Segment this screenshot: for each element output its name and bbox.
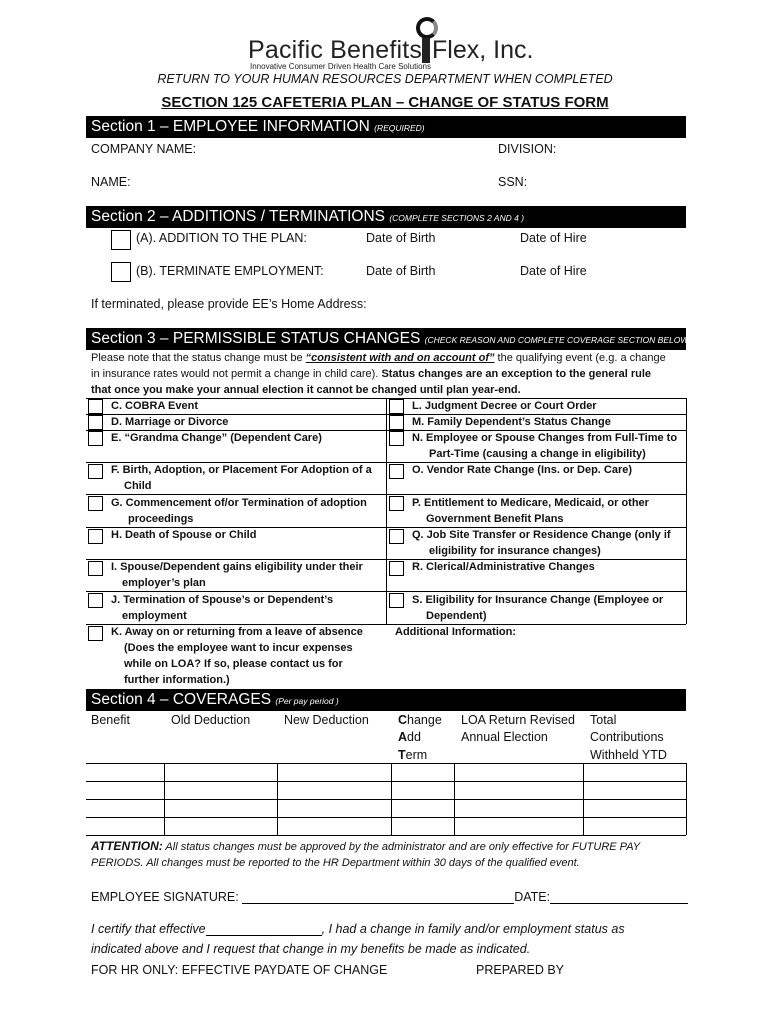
grid-line [277, 763, 278, 835]
grid-line [454, 763, 455, 835]
grid-line [86, 763, 686, 764]
section3-header [86, 328, 692, 350]
name-label: NAME: [91, 175, 131, 189]
reason-c-checkbox[interactable] [88, 399, 103, 414]
reason-s-label: S. Eligibility for Insurance Change (Employee or [412, 594, 664, 606]
reason-e-checkbox[interactable] [88, 431, 103, 446]
reason-r-label: R. Clerical/Administrative Changes [412, 561, 595, 573]
terminate-dob-label: Date of Birth [366, 264, 436, 278]
grid-line [86, 494, 686, 495]
grid-line [686, 763, 687, 835]
grid-line [583, 763, 584, 835]
terminate-label: (B). TERMINATE EMPLOYMENT: [136, 264, 324, 278]
reason-i-label-cont: employer’s plan [122, 577, 206, 589]
grid-line [86, 591, 686, 592]
col-loa-1: LOA Return Revised [461, 713, 575, 727]
division-label: DIVISION: [498, 142, 557, 156]
section1-note: (REQUIRED) [374, 123, 425, 133]
grid-line [86, 430, 686, 431]
section1-header [86, 116, 686, 138]
reason-i-checkbox[interactable] [88, 561, 103, 576]
grid-line [86, 799, 686, 800]
return-instruction: RETURN TO YOUR HUMAN RESOURCES DEPARTMENT WHEN COMPLETED [157, 72, 613, 86]
reason-h-checkbox[interactable] [88, 529, 103, 544]
reason-k-label-cont2: while on LOA? If so, please contact us for [124, 658, 343, 670]
intro-line-3: that once you make your annual election it cannot be changed until plan year-end. [91, 384, 521, 396]
signature-field[interactable] [242, 891, 514, 904]
reason-k-checkbox[interactable] [88, 626, 103, 641]
grid-line [86, 624, 686, 625]
section2-note: (COMPLETE SECTIONS 2 AND 4 ) [389, 213, 525, 223]
reason-l-checkbox[interactable] [389, 399, 404, 414]
reason-p-label-cont: Government Benefit Plans [426, 513, 564, 525]
reason-k-label-cont3: further information.) [124, 674, 230, 686]
col-benefit: Benefit [91, 713, 130, 727]
col-total-2: Contributions [590, 730, 664, 744]
grid-line [86, 527, 686, 528]
grid-line [686, 398, 687, 624]
reason-o-label: O. Vendor Rate Change (Ins. or Dep. Care) [412, 464, 633, 476]
reason-l-label: L. Judgment Decree or Court Order [412, 400, 597, 412]
reason-j-label-cont: employment [122, 610, 187, 622]
additional-info-label: Additional Information: [395, 626, 516, 638]
addition-label: (A). ADDITION TO THE PLAN: [136, 231, 307, 245]
reason-k-label-cont1: (Does the employee want to incur expenses [124, 642, 353, 654]
logo-tagline: Innovative Consumer Driven Health Care Solutions [250, 62, 431, 71]
reason-q-label-cont: eligibility for insurance changes) [429, 545, 601, 557]
grid-line [86, 835, 686, 836]
grid-line [86, 414, 686, 415]
reason-s-checkbox[interactable] [389, 593, 404, 608]
reason-p-checkbox[interactable] [389, 496, 404, 511]
col-total-1: Total [590, 713, 617, 727]
col-term: Term [398, 748, 428, 762]
reason-m-checkbox[interactable] [389, 415, 404, 430]
addition-checkbox[interactable] [111, 230, 131, 250]
section4-title: Section 4 – COVERAGES [91, 691, 272, 708]
reason-n-label: N. Employee or Spouse Changes from Full-Time to [412, 432, 678, 444]
date-field[interactable] [550, 891, 688, 904]
reason-d-checkbox[interactable] [88, 415, 103, 430]
terminate-checkbox[interactable] [111, 262, 131, 282]
attention-line-2: PERIODS. All changes must be reported to the HR Department within 30 days of the qualified event. [91, 857, 580, 869]
reason-o-checkbox[interactable] [389, 464, 404, 479]
reason-h-label: H. Death of Spouse or Child [111, 529, 257, 541]
effective-date-field[interactable] [206, 923, 322, 936]
section2-header [86, 206, 686, 228]
certify-line-1: I certify that effective , I had a change in family and/or employment status as [91, 922, 625, 936]
company-logo [248, 14, 548, 70]
date-label: DATE: [514, 890, 551, 904]
signature-label: EMPLOYEE SIGNATURE: [91, 890, 243, 904]
reason-e-label: E. “Grandma Change” (Dependent Care) [111, 432, 322, 444]
addition-doh-label: Date of Hire [520, 231, 587, 245]
section3-title: Section 3 – PERMISSIBLE STATUS CHANGES [91, 330, 421, 347]
reason-f-label-cont: Child [124, 480, 152, 492]
section4-header [86, 689, 686, 711]
logo-bar-icon [422, 38, 430, 63]
grid-line [86, 781, 686, 782]
col-change: Change [398, 713, 442, 727]
section3-note: (CHECK REASON AND COMPLETE COVERAGE SECTION BELOW) [424, 335, 692, 345]
section4-note: (Per pay period ) [275, 696, 339, 706]
certify-line-2: indicated above and I request that change in my benefits be made as indicated. [91, 942, 531, 956]
form-title: SECTION 125 CAFETERIA PLAN – CHANGE OF STATUS FORM [161, 94, 609, 111]
prepared-by-label: PREPARED BY [476, 963, 564, 977]
signature-row [91, 890, 688, 904]
grid-line [164, 763, 165, 835]
reason-p-label: P. Entitlement to Medicare, Medicaid, or other [412, 497, 649, 509]
reason-q-label: Q. Job Site Transfer or Residence Change (only if [412, 529, 671, 541]
reason-f-checkbox[interactable] [88, 464, 103, 479]
reason-c-label: C. COBRA Event [111, 400, 198, 412]
col-old-deduction: Old Deduction [171, 713, 251, 727]
addition-dob-label: Date of Birth [366, 231, 436, 245]
ssn-label: SSN: [498, 175, 528, 189]
company-name-label: COMPANY NAME: [91, 142, 197, 156]
grid-line [86, 817, 686, 818]
reason-d-label: D. Marriage or Divorce [111, 416, 229, 428]
grid-line [86, 462, 686, 463]
col-loa-2: Annual Election [461, 730, 548, 744]
reason-g-checkbox[interactable] [88, 496, 103, 511]
col-total-3: Withheld YTD [590, 748, 667, 762]
reason-r-checkbox[interactable] [389, 561, 404, 576]
grid-line [86, 559, 686, 560]
reason-g-label-cont: proceedings [128, 513, 194, 525]
col-new-deduction: New Deduction [284, 713, 369, 727]
hr-only-label: FOR HR ONLY: EFFECTIVE PAYDATE OF CHANGE [91, 963, 388, 977]
col-add: Add [398, 730, 421, 744]
intro-line-1: Please note that the status change must be “consistent with and on account of” the qualifying event (e.g. a change [91, 352, 666, 364]
reason-k-label: K. Away on or returning from a leave of absence [111, 626, 363, 638]
reason-n-checkbox[interactable] [389, 431, 404, 446]
reason-j-label: J. Termination of Spouse’s or Dependent’s [111, 594, 334, 606]
reason-f-label: F. Birth, Adoption, or Placement For Adoption of a [111, 464, 372, 476]
reason-g-label: G. Commencement of/or Termination of adoption [111, 497, 367, 509]
reason-i-label: I. Spouse/Dependent gains eligibility under their [111, 561, 363, 573]
section1-title: Section 1 – EMPLOYEE INFORMATION [91, 118, 370, 135]
reason-m-label: M. Family Dependent’s Status Change [412, 416, 611, 428]
home-address-label: If terminated, please provide EE’s Home Address: [91, 297, 367, 311]
intro-line-2: in insurance rates would not permit a change in child care). Status changes are an exception to the general rule [91, 368, 652, 380]
reason-j-checkbox[interactable] [88, 593, 103, 608]
section2-title: Section 2 – ADDITIONS / TERMINATIONS [91, 208, 386, 225]
reason-q-checkbox[interactable] [389, 529, 404, 544]
logo-name: Pacific Benefits [248, 36, 423, 64]
reason-n-label-cont: Part-Time (causing a change in eligibility) [429, 448, 646, 460]
logo-suffix: Flex, Inc. [432, 36, 534, 64]
attention-line-1: ATTENTION: All status changes must be approved by the administrator and are only effective for FUTURE PAY [91, 839, 641, 853]
terminate-doh-label: Date of Hire [520, 264, 587, 278]
grid-line [391, 763, 392, 835]
reason-s-label-cont: Dependent) [426, 610, 487, 622]
